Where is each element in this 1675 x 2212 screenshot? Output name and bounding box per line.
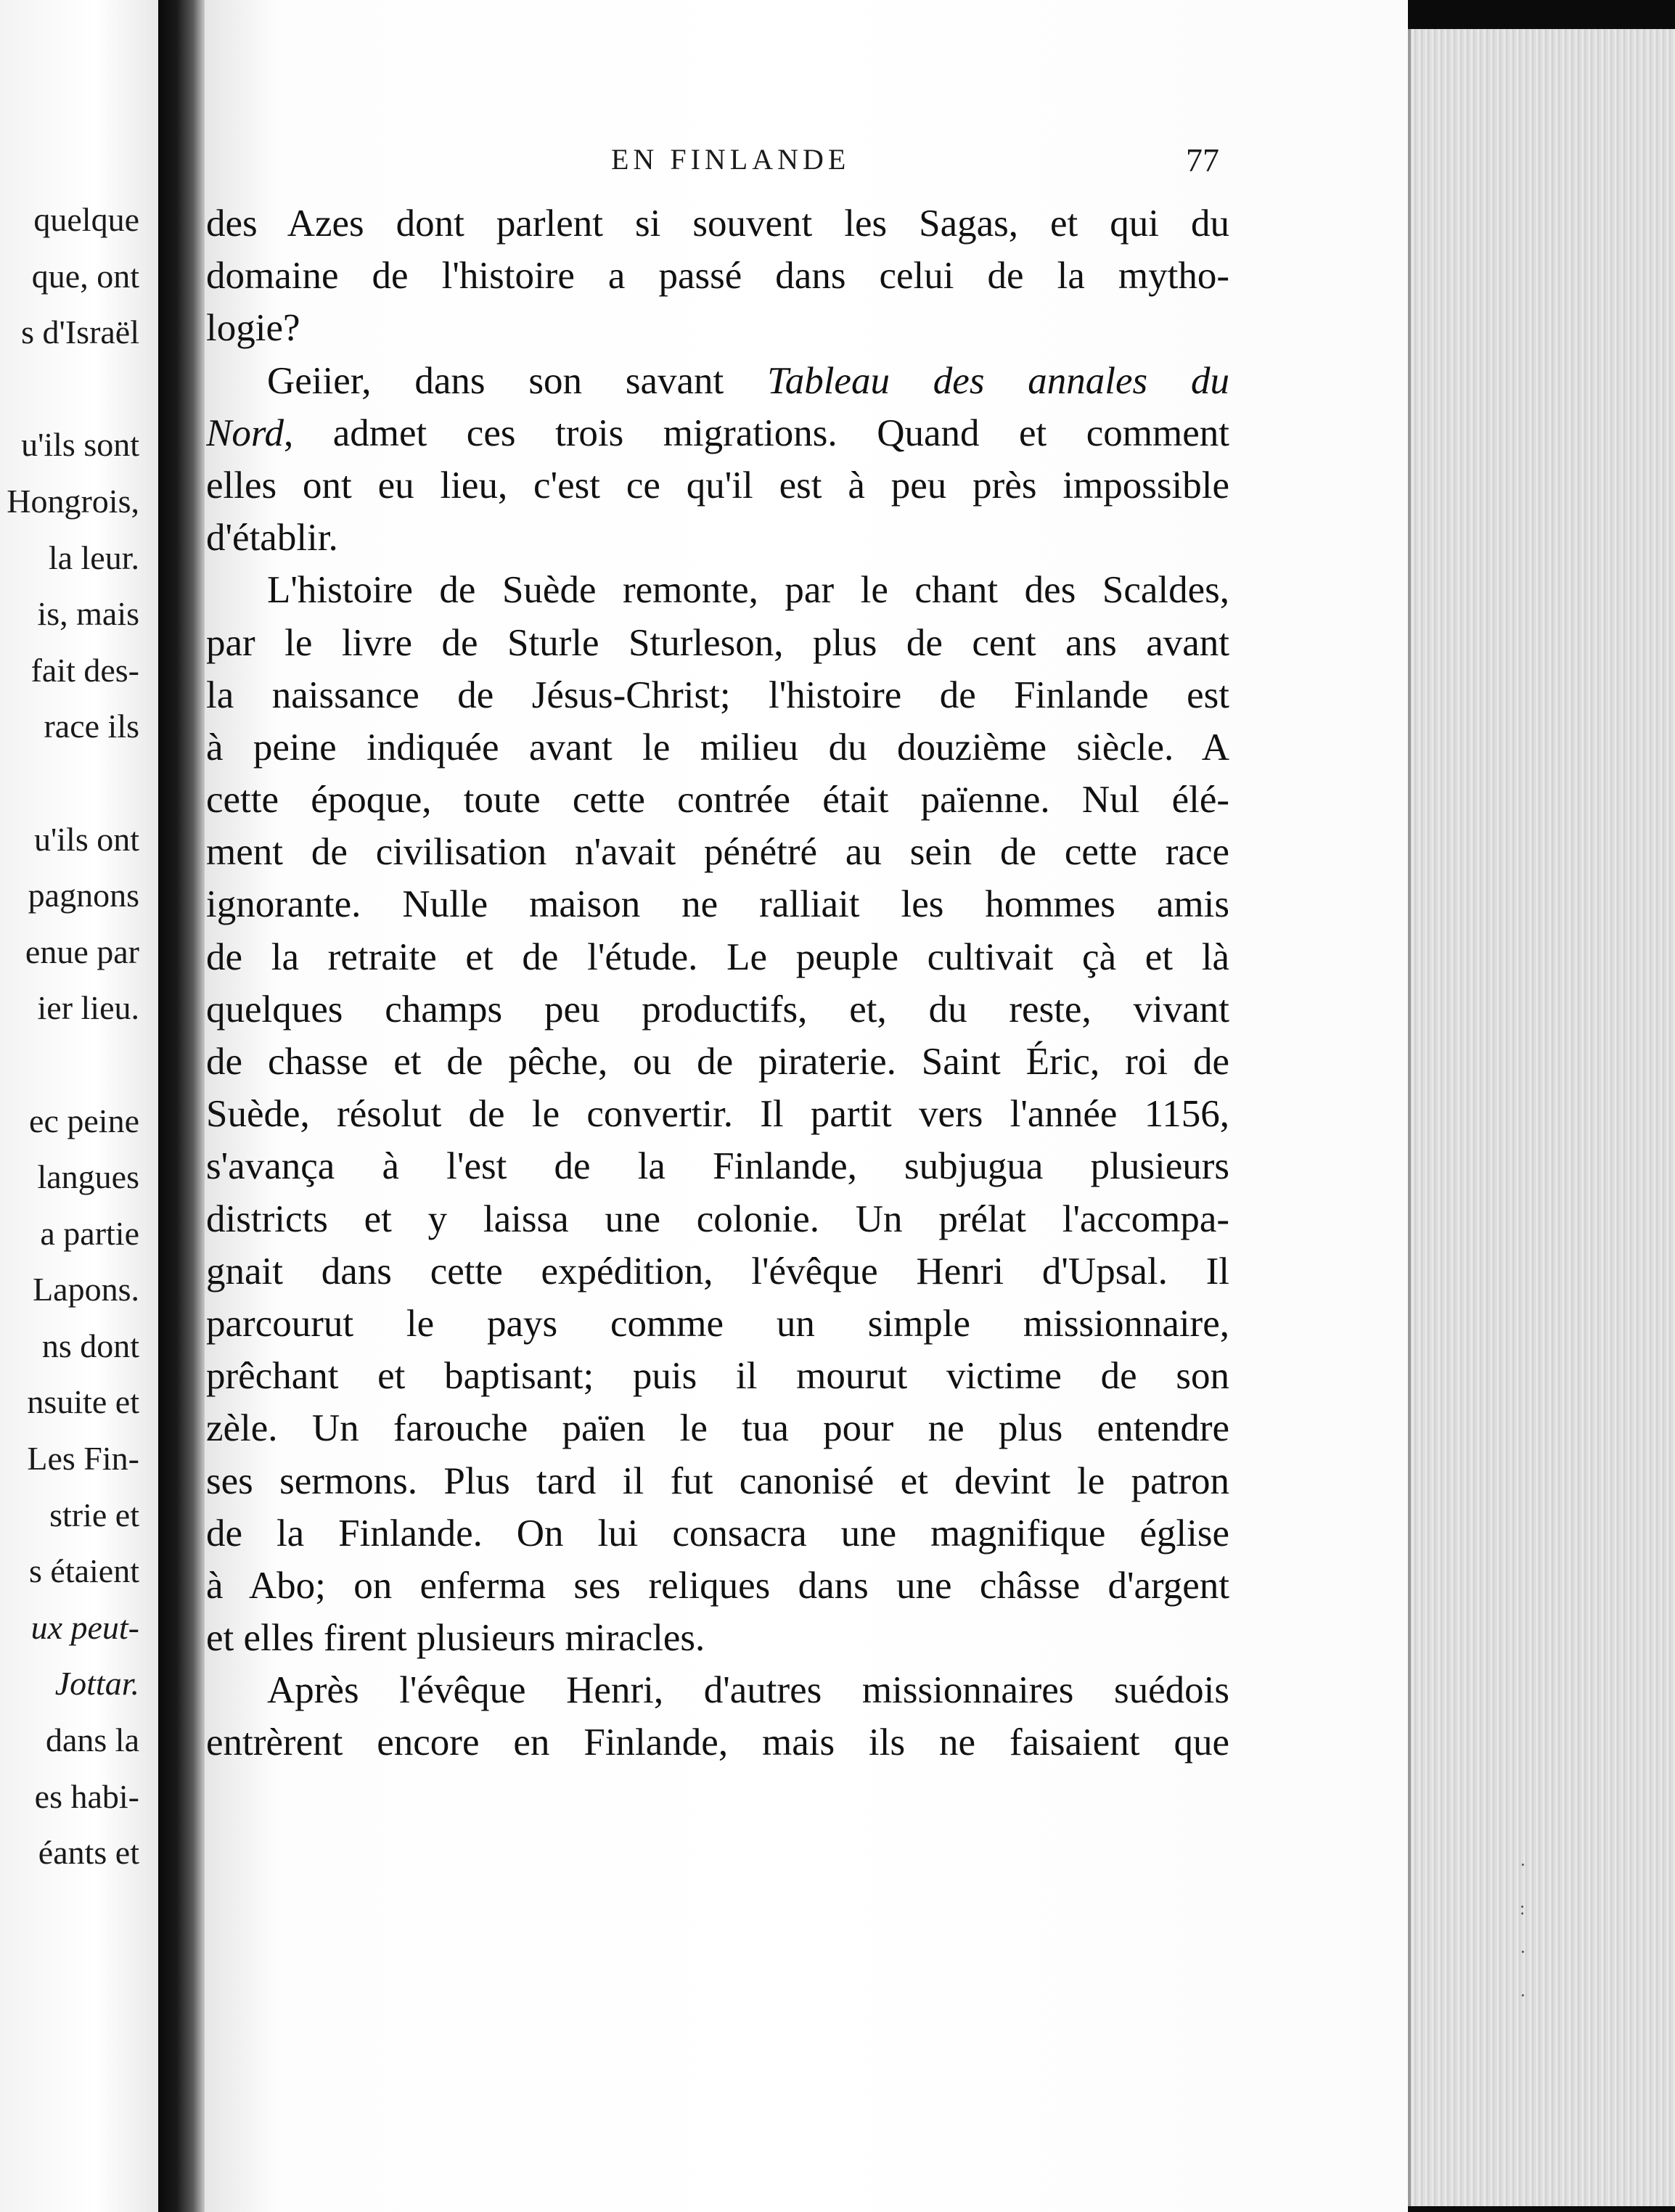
- book-title-italic: Tableau des annales du: [767, 359, 1229, 402]
- text-line: domaine de l'histoire a passé dans celui de la mytho-: [206, 255, 1229, 298]
- text-line: des Azes dont parlent si souvent les Sagas, et qui du: [206, 202, 1229, 245]
- main-page: [205, 0, 1408, 2212]
- facing-line: fait des-: [30, 651, 139, 689]
- text-line: entrèrent encore en Finlande, mais ils ne faisaient que: [206, 1721, 1229, 1764]
- header-title: EN FINLANDE: [611, 143, 851, 176]
- text-line: et elles firent plusieurs miracles.: [206, 1617, 705, 1660]
- facing-line: nsuite et: [27, 1383, 139, 1421]
- text-line: Après l'évêque Henri, d'autres missionnaires suédois: [267, 1669, 1229, 1712]
- text-line: ses sermons. Plus tard il fut canonisé et devint le patron: [206, 1459, 1229, 1502]
- facing-line: strie et: [49, 1496, 139, 1533]
- facing-line: quelque: [33, 201, 139, 238]
- facing-line: [0, 361, 139, 417]
- text-line: ignorante. Nulle maison ne ralliait les hommes amis: [206, 883, 1229, 926]
- facing-line: s étaient: [29, 1552, 139, 1590]
- facing-line: que, ont: [31, 257, 139, 295]
- facing-line: u'ils sont: [21, 426, 139, 464]
- text-line: la naissance de Jésus-Christ; l'histoire de Finlande est: [206, 673, 1229, 716]
- facing-line: langues: [37, 1158, 139, 1196]
- text-line: à peine indiquée avant le milieu du douzième siècle. A: [206, 726, 1229, 769]
- text-line: quelques champs peu productifs, et, du reste, vivant: [206, 988, 1229, 1031]
- text-line: Nord, admet ces trois migrations. Quand et comment: [206, 411, 1229, 454]
- facing-page-text: [0, 192, 139, 1881]
- text-line: de la retraite et de l'étude. Le peuple cultivait çà et là: [206, 935, 1229, 978]
- facing-line: pagnons: [28, 877, 139, 914]
- text-line: d'établir.: [206, 517, 338, 560]
- facing-line: es habi-: [34, 1777, 139, 1815]
- facing-line: is, mais: [37, 595, 139, 633]
- text-line: parcourut le pays comme un simple missionnaire,: [206, 1302, 1229, 1345]
- body-text: [206, 197, 1229, 1769]
- facing-line: ux peut-: [30, 1608, 139, 1646]
- facing-line: [0, 755, 139, 811]
- text-line: logie?: [206, 307, 300, 350]
- text-line: Geiier, dans son savant Tableau des annales du: [267, 359, 1229, 402]
- text-line: districts et y laissa une colonie. Un prélat l'accompa-: [206, 1197, 1229, 1240]
- page-block-edges: [1408, 29, 1675, 2206]
- facing-line: Les Fin-: [27, 1440, 139, 1478]
- text-line: Suède, résolut de le convertir. Il partit vers l'année 1156,: [206, 1093, 1229, 1136]
- text-line: s'avança à l'est de la Finlande, subjugua plusieurs: [206, 1145, 1229, 1188]
- text-line: cette époque, toute cette contrée était païenne. Nul élé-: [206, 779, 1229, 822]
- text-line: elles ont eu lieu, c'est ce qu'il est à peu près impossible: [206, 464, 1229, 507]
- text-line: zèle. Un farouche païen le tua pour ne plus entendre: [206, 1407, 1229, 1450]
- text-line: par le livre de Sturle Sturleson, plus de cent ans avant: [206, 621, 1229, 664]
- running-header: [205, 142, 1408, 186]
- facing-line: la leur.: [48, 538, 139, 576]
- text-line: de la Finlande. On lui consacra une magnifique église: [206, 1512, 1229, 1554]
- facing-line: s d'Israël: [21, 314, 139, 351]
- edge-specks: · : · ·: [1520, 1854, 1526, 2006]
- facing-line: ns dont: [41, 1327, 139, 1364]
- page-number: 77: [1186, 142, 1219, 179]
- book-title-italic: Nord: [206, 411, 284, 454]
- facing-line: race ils: [44, 708, 139, 745]
- facing-line: éants et: [38, 1834, 139, 1872]
- facing-line: [0, 1036, 139, 1093]
- facing-line: enue par: [25, 933, 139, 970]
- text-line: prêchant et baptisant; puis il mourut victime de son: [206, 1355, 1229, 1398]
- facing-line: u'ils ont: [33, 820, 139, 858]
- facing-line: Jottar.: [54, 1665, 139, 1703]
- facing-line: dans la: [45, 1721, 139, 1759]
- facing-line: a partie: [40, 1214, 139, 1252]
- facing-left-page: [0, 0, 158, 2212]
- facing-line: ier lieu.: [37, 989, 139, 1027]
- text-line: ment de civilisation n'avait pénétré au sein de cette race: [206, 831, 1229, 874]
- book-gutter: [158, 0, 205, 2212]
- text-line: gnait dans cette expédition, l'évêque Henri d'Upsal. Il: [206, 1250, 1229, 1293]
- text-line: de chasse et de pêche, ou de piraterie. Saint Éric, roi de: [206, 1041, 1229, 1083]
- facing-line: Lapons.: [33, 1271, 139, 1308]
- text-line: à Abo; on enferma ses reliques dans une châsse d'argent: [206, 1564, 1229, 1607]
- text-line: L'histoire de Suède remonte, par le chant des Scaldes,: [267, 569, 1229, 612]
- facing-line: ec peine: [29, 1102, 139, 1139]
- facing-line: Hongrois,: [7, 482, 139, 520]
